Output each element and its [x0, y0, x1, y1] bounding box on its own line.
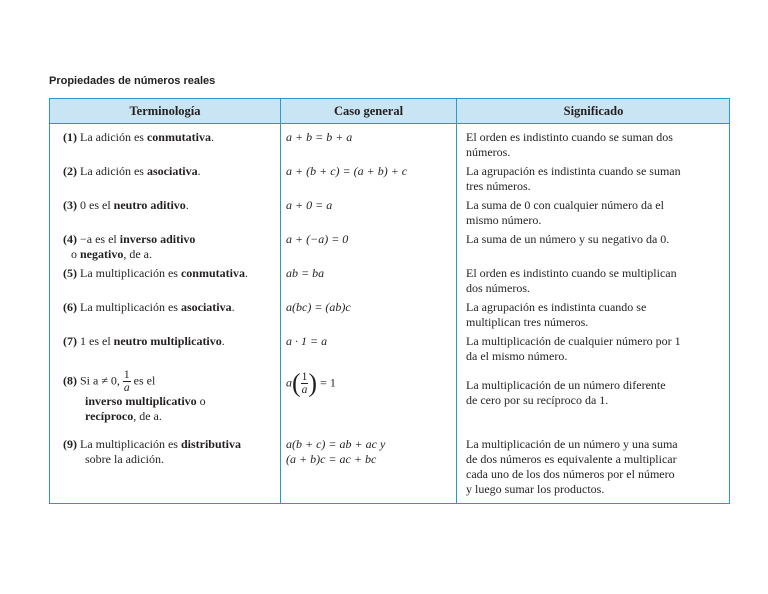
fraction-numerator: 1: [301, 371, 308, 383]
term-bold: recíproco: [85, 409, 134, 423]
meaning-line: La agrupación es indistinta cuando se suman: [466, 164, 681, 178]
term-bold: negativo: [80, 247, 124, 261]
formula: a · 1 = a: [286, 334, 328, 348]
row-number: (5): [63, 266, 77, 280]
term-bold: asociativa: [180, 300, 232, 314]
table-row: [63, 198, 278, 213]
meaning-line: La multiplicación de un número y una suma: [466, 437, 678, 451]
table-row: [63, 164, 278, 179]
term-text: .: [210, 130, 214, 144]
meaning-line: cada uno de los dos números por el número: [466, 467, 675, 481]
meaning-line: El orden es indistinto cuando se multiplican: [466, 266, 677, 280]
formula: a + 0 = a: [286, 198, 333, 212]
header-significado: Significado: [563, 104, 624, 118]
meaning: [466, 334, 728, 364]
meaning-line: de cero por su recíproco da 1.: [466, 393, 609, 407]
meaning-line: de dos números es equivalente a multiplicar: [466, 452, 677, 466]
table-row: [63, 334, 278, 349]
formula: a + (b + c) = (a + b) + c: [286, 164, 408, 178]
term-bold: inverso multiplicativo: [85, 394, 197, 408]
term-text: .: [197, 164, 201, 178]
table-row: [63, 130, 278, 145]
term-bold: asociativa: [146, 164, 198, 178]
column-divider: [456, 99, 457, 503]
row-number: (4): [63, 232, 77, 246]
table-caption: Propiedades de números reales: [49, 75, 216, 87]
term-bold: conmutativa: [146, 130, 211, 144]
term-text: La multiplicación es: [80, 300, 181, 314]
term-text: , de a.: [133, 409, 162, 423]
table-row: [63, 232, 278, 262]
meaning-line: y luego sumar los productos.: [466, 482, 605, 496]
row-number: (6): [63, 300, 77, 314]
meaning-line: El orden es indistinto cuando se suman dos: [466, 130, 673, 144]
formula: a(bc) = (ab)c: [286, 300, 351, 314]
table-row: [63, 369, 278, 424]
term-text: 0 es el: [80, 198, 114, 212]
left-paren: (: [292, 368, 301, 398]
fraction: [123, 369, 131, 394]
meaning: [466, 198, 728, 228]
fraction-denominator: a: [301, 384, 308, 396]
term-text: .: [231, 300, 235, 314]
header-caso-general: Caso general: [333, 104, 404, 118]
term-text: o: [71, 247, 80, 261]
term-text: La multiplicación es: [80, 266, 181, 280]
table-row: [63, 300, 278, 315]
table-row: [63, 266, 283, 281]
formula-result: = 1: [320, 375, 336, 390]
column-divider: [280, 99, 281, 503]
term-bold: neutro multiplicativo: [113, 334, 222, 348]
term-text: , de a.: [123, 247, 152, 261]
formula: a + b = b + a: [286, 130, 353, 144]
row-number: (3): [63, 198, 77, 212]
term-bold: inverso aditivo: [119, 232, 196, 246]
meaning-line: dos números.: [466, 281, 530, 295]
term-text: o: [196, 394, 206, 408]
meaning-line: multiplican tres números.: [466, 315, 589, 329]
meaning-line: tres números.: [466, 179, 531, 193]
meaning-line: números.: [466, 145, 511, 159]
row-number: (8): [63, 373, 77, 388]
meaning-line: La multiplicación de un número diferente: [466, 378, 666, 392]
meaning-line: mismo número.: [466, 213, 542, 227]
header-terminologia: Terminología: [129, 104, 201, 118]
term-text: −a es el: [80, 232, 120, 246]
meaning: [466, 232, 728, 247]
term-text: .: [221, 334, 225, 348]
table-row: [63, 437, 278, 467]
term-bold: distributiva: [180, 437, 241, 451]
row-number: (7): [63, 334, 77, 348]
fraction-numerator: 1: [123, 369, 130, 381]
right-paren: ): [308, 368, 318, 398]
term-text: 1 es el: [80, 334, 114, 348]
formula-line: a(b + c) = ab + ac y: [286, 437, 386, 451]
formula: [286, 437, 385, 467]
meaning: [466, 378, 728, 408]
formula: ab = ba: [286, 266, 325, 280]
meaning: [466, 164, 728, 194]
fraction-denominator: a: [123, 382, 130, 394]
meaning-line: La multiplicación de cualquier número por 1: [466, 334, 681, 348]
term-text: .: [185, 198, 189, 212]
row-number: (2): [63, 164, 77, 178]
meaning: [466, 130, 728, 160]
term-text: es el: [130, 373, 156, 388]
term-text: La adición es: [80, 164, 147, 178]
term-text: sobre la adición.: [85, 452, 164, 466]
term-text: Si a ≠ 0,: [80, 373, 123, 388]
term-bold: neutro aditivo: [113, 198, 186, 212]
formula-var: a: [286, 375, 292, 390]
row-number: (1): [63, 130, 77, 144]
row-number: (9): [63, 437, 77, 451]
meaning: [466, 266, 728, 296]
term-text: La multiplicación es: [80, 437, 181, 451]
properties-table: [49, 98, 730, 504]
meaning: [466, 300, 728, 330]
table-header: [50, 99, 729, 124]
meaning-line: La suma de un número y su negativo da 0.: [466, 232, 670, 246]
meaning-line: La suma de 0 con cualquier número da el: [466, 198, 664, 212]
formula: a + (−a) = 0: [286, 232, 349, 246]
meaning-line: da el mismo número.: [466, 349, 568, 363]
term-text: .: [244, 266, 248, 280]
meaning-line: La agrupación es indistinta cuando se: [466, 300, 647, 314]
meaning: [466, 437, 728, 497]
formula: [286, 368, 336, 398]
formula-line: (a + b)c = ac + bc: [286, 452, 377, 466]
term-bold: conmutativa: [180, 266, 245, 280]
term-text: La adición es: [80, 130, 147, 144]
